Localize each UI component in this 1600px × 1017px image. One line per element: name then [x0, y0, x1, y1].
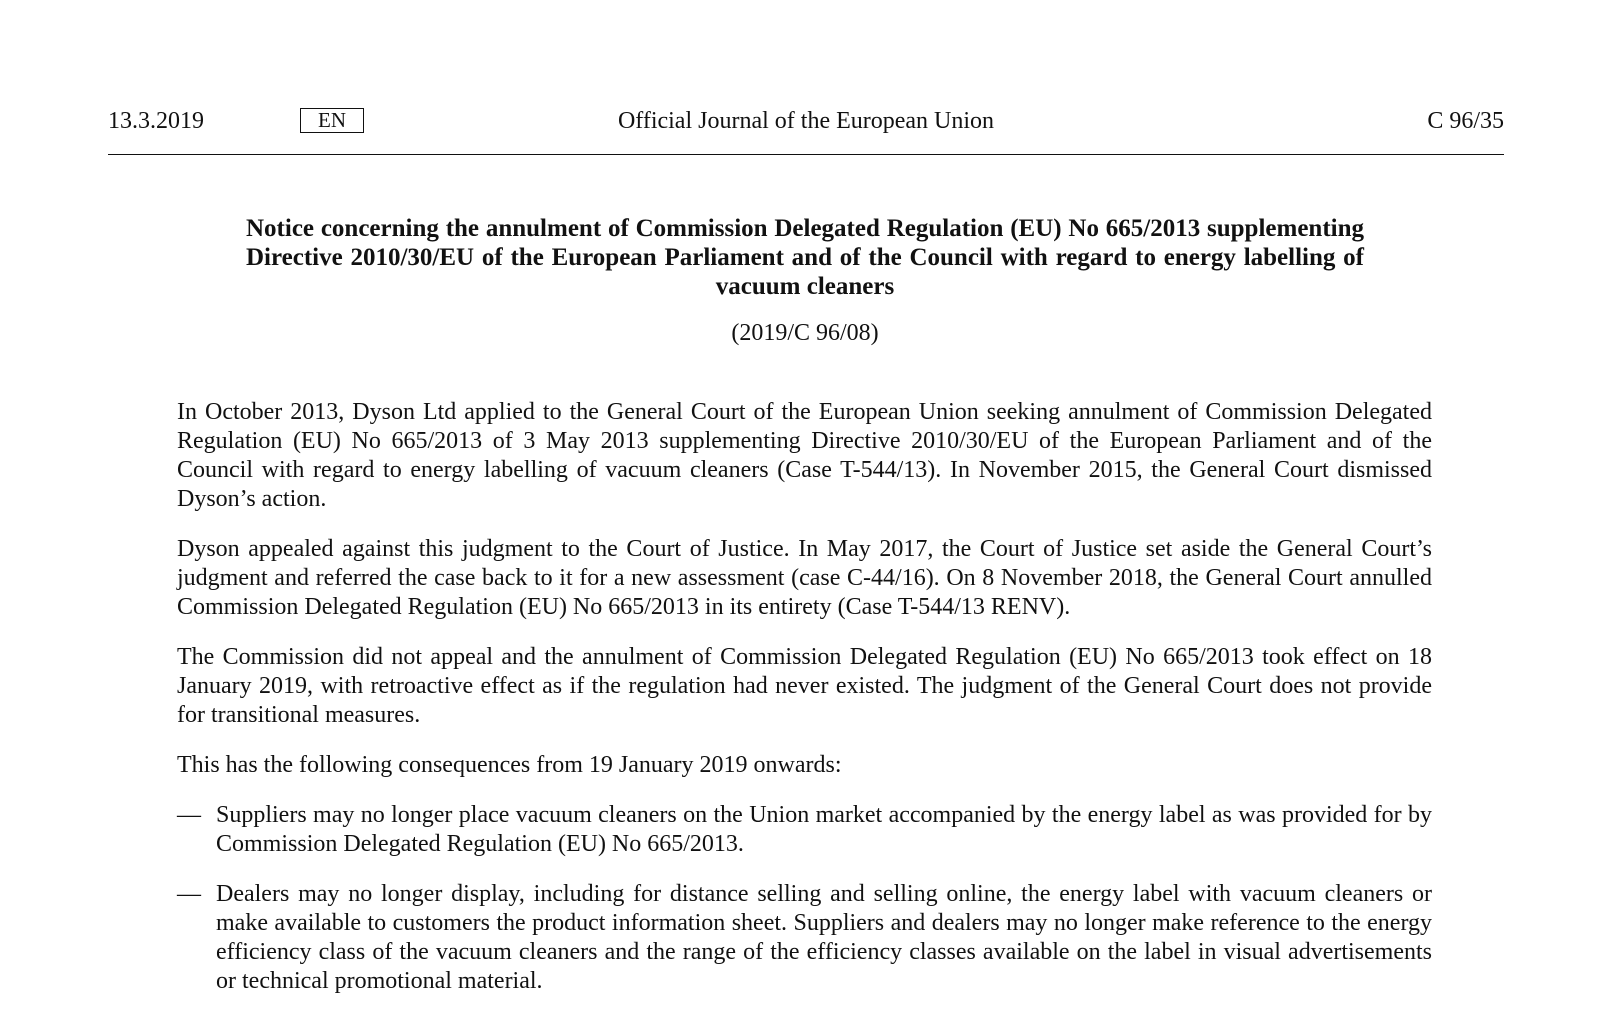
- paragraph: Dyson appealed against this judgment to the Court of Justice. In May 2017, the Court of Justice set aside the General Court’s judgment and referred the case back to it for a new assessment (case C-44/16). On 8 November 2018, the General Court annulled Commission Delegated Regulation (EU) No 665/2013 in its entirety (Case T-544/13 RENV).: [177, 536, 1432, 620]
- document-reference: (2019/C 96/08): [731, 320, 879, 346]
- notice-body: [177, 398, 1432, 1017]
- publication-date: 13.3.2019: [108, 108, 204, 134]
- list-item: [177, 801, 1432, 859]
- header-divider: [108, 154, 1504, 155]
- paragraph: In October 2013, Dyson Ltd applied to the General Court of the European Union seeking annulment of Commission Delegated Regulation (EU) No 665/2013 of 3 May 2013 supplementing Directive 2010/30/EU of the European Parliament and of the Council with regard to energy labelling of vacuum cleaners (Case T-544/13). In November 2015, the General Court dismissed Dyson’s action.: [177, 399, 1432, 512]
- notice-title: Notice concerning the annulment of Commission Delegated Regulation (EU) No 665/2013 supplementing Directive 2010/30/EU of the European Parliament and of the Council with regard to energy labelling of vacuum cleaners: [246, 215, 1364, 300]
- journal-header: [108, 106, 1504, 136]
- paragraph: The Commission did not appeal and the annulment of Commission Delegated Regulation (EU) No 665/2013 took effect on 18 January 2019, with retroactive effect as if the regulation had never existed. The judgment of the General Court does not provide for transitional measures.: [177, 644, 1432, 728]
- language-badge: EN: [300, 108, 364, 133]
- list-item-text: Suppliers may no longer place vacuum cleaners on the Union market accompanied by the energy label as was provided for by Commission Delegated Regulation (EU) No 665/2013.: [216, 802, 1432, 857]
- dash-marker: —: [177, 881, 201, 907]
- list-item-text: Dealers may no longer display, including for distance selling and selling online, the energy label with vacuum cleaners or make available to customers the product information sheet. Suppliers and dealers may no longer make reference to the energy efficiency class of the vacuum cleaners and the range of the efficiency classes available on the label in visual advertisements or technical promotional material.: [216, 881, 1432, 994]
- journal-title: Official Journal of the European Union: [617, 108, 995, 134]
- list-item: [177, 880, 1432, 996]
- dash-marker: —: [177, 802, 201, 828]
- page-reference: C 96/35: [1427, 108, 1504, 134]
- paragraph: This has the following consequences from 19 January 2019 onwards:: [177, 752, 842, 778]
